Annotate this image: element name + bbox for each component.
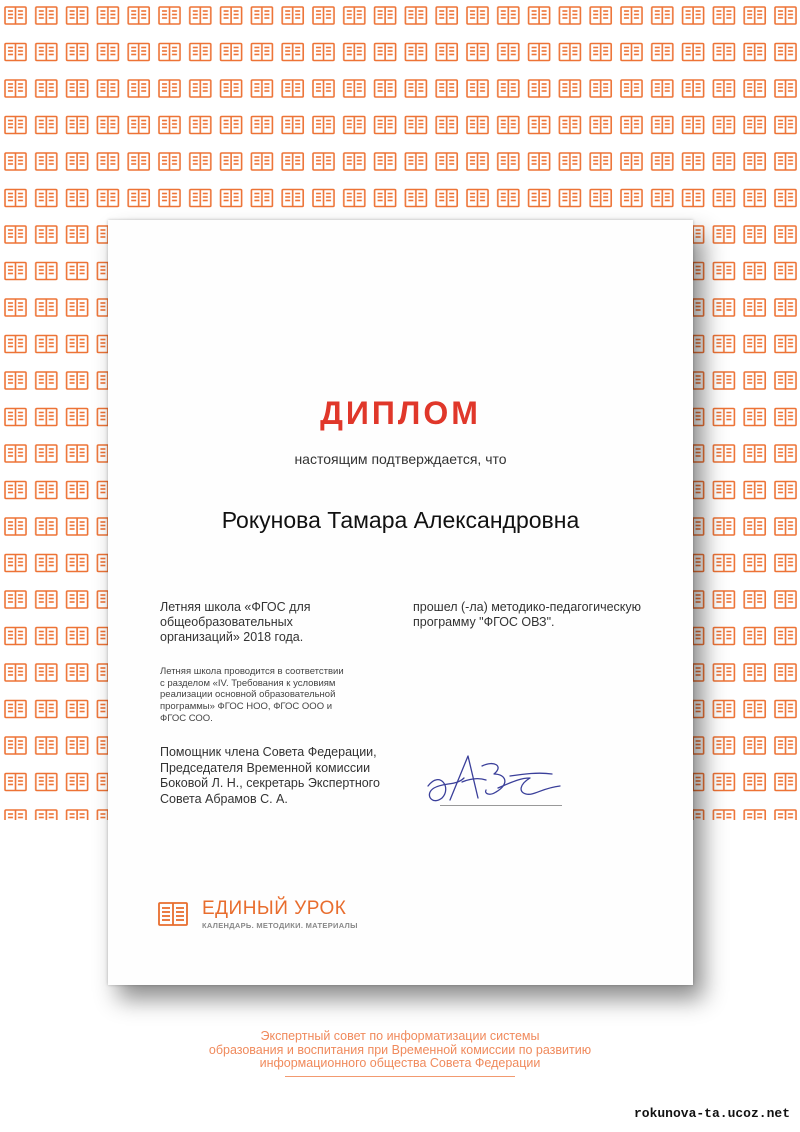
- program-line: программу "ФГОС ОВЗ".: [413, 615, 555, 629]
- signature-line: [440, 805, 562, 806]
- handwritten-signature: [420, 748, 570, 810]
- program-line: прошел (-ла) методико-педагогическую: [413, 600, 642, 614]
- school-description: [160, 600, 360, 645]
- basis-line: реализации основной образовательной: [160, 689, 336, 701]
- basis-line: с разделом «IV. Требования к условиям: [160, 677, 336, 689]
- signer-line: Боковой Л. Н., секретарь Экспертного: [160, 776, 380, 790]
- site-watermark: rokunova-ta.ucoz.net: [633, 1106, 790, 1121]
- edinyi-urok-logo: [158, 898, 478, 938]
- signer-line: Помощник члена Совета Федерации,: [160, 745, 377, 759]
- basis-line: ФГОС СОО.: [160, 712, 213, 724]
- footer-line-text: информационного общества Совета Федерации: [259, 1056, 541, 1070]
- diploma-title: ДИПЛОМ: [320, 395, 481, 431]
- signer-line: Совета Абрамов С. А.: [160, 791, 288, 806]
- diploma-sheet: [108, 220, 693, 985]
- basis-line: программы» ФГОС НОО, ФГОС ООО и: [160, 701, 333, 713]
- basis-line: Летняя школа проводится в соответствии: [160, 666, 344, 677]
- signer-line: Председателя Временной комиссии: [160, 760, 371, 775]
- recipient-name: Рокунова Тамара Александровна: [221, 507, 580, 533]
- school-line: организаций» 2018 года.: [160, 630, 304, 644]
- footer-line-text: Экспертный совет по информатизации системы: [260, 1029, 540, 1043]
- open-book-icon: [158, 901, 188, 927]
- expert-council-footer: [150, 1030, 650, 1071]
- signer-block: [160, 745, 405, 807]
- school-line: общеобразовательных: [160, 615, 293, 629]
- school-basis-note: [160, 666, 375, 725]
- program-statement: [413, 600, 683, 630]
- diploma-subtitle: настоящим подтверждается, что: [294, 451, 507, 467]
- logo-tagline: КАЛЕНДАРЬ. МЕТОДИКИ. МАТЕРИАЛЫ: [202, 921, 358, 930]
- footer-underline: [285, 1076, 515, 1077]
- logo-name: ЕДИНЫЙ УРОК: [202, 898, 347, 919]
- school-line: Летняя школа «ФГОС для: [160, 600, 311, 614]
- footer-line-text: образования и воспитания при Временной комиссии по развитию: [208, 1042, 592, 1057]
